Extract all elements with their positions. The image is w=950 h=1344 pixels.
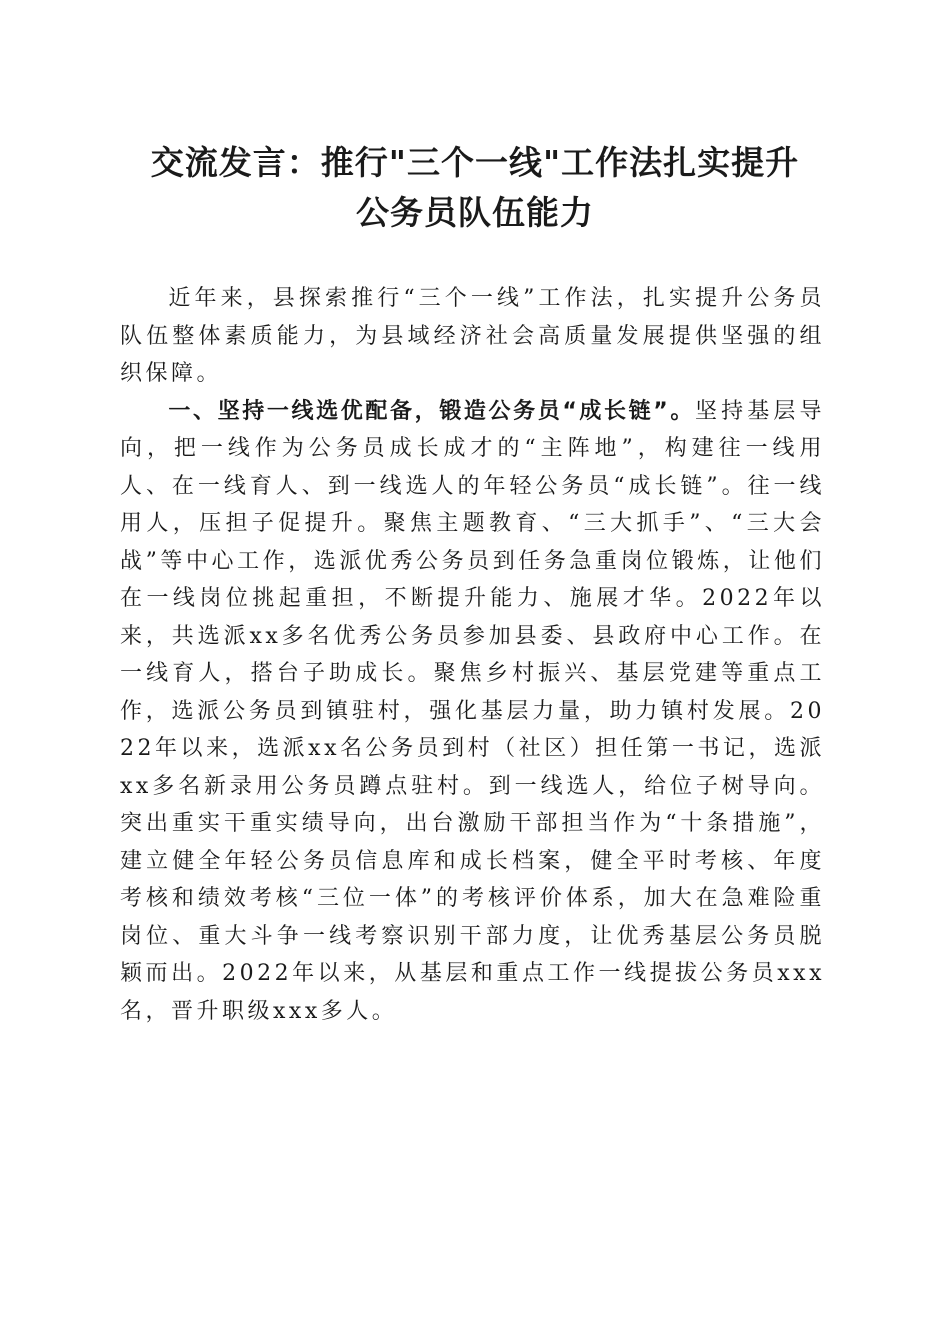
section-1-heading: 一、坚持一线选优配备，锻造公务员“成长链”。 xyxy=(168,398,695,424)
document-title xyxy=(100,138,850,238)
intro-paragraph: 近年来，县探索推行“三个一线”工作法，扎实提升公务员队伍整体素质能力，为县域经济社会高质量发展提供坚强的组织保障。 xyxy=(120,286,825,386)
title-line-1: 交流发言：推行"三个一线"工作法扎实提升 xyxy=(150,143,800,182)
section-1-body: 坚持基层导向，把一线作为公务员成长成才的“主阵地”，构建往一线用人、在一线育人、到一线选人的年轻公务员“成长链”。往一线用人，压担子促提升。聚焦主题教育、“三大抓手”、“三大会战”等中心工作，选派优秀公务员到任务急重岗位锻炼，让他们在一线岗位挑起重担，不断提升能力、施展才华。2022年以来，共选派xx多名优秀公务员参加县委、县政府中心工作。在一线育人，搭台子助成长。聚焦乡村振兴、基层党建等重点工作，选派公务员到镇驻村，强化基层力量，助力镇村发展。2022年以来，选派xx名公务员到村（社区）担任第一书记，选派xx多名新录用公务员蹲点驻村。到一线选人，给位子树导向。突出重实干重实绩导向，出台激励干部担当作为“十条措施”，建立健全年轻公务员信息库和成长档案，健全平时考核、年度考核和绩效考核“三位一体”的考核评价体系，加大在急难险重岗位、重大斗争一线考察识别干部力度，让优秀基层公务员脱颖而出。2022年以来，从基层和重点工作一线提拔公务员xxx名，晋升职级xxx多人。 xyxy=(120,398,825,1024)
document-body xyxy=(120,280,825,1030)
section-1-paragraph xyxy=(120,393,825,1031)
title-line-2: 公务员队伍能力 xyxy=(356,193,594,232)
